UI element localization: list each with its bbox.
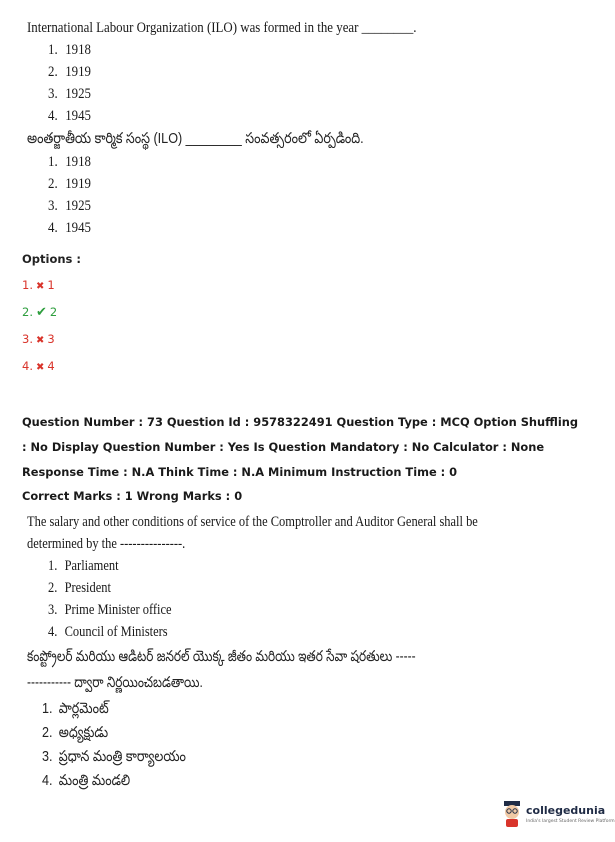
q72-en-option-1: 1. 1918 [48,42,91,58]
answer-option-1: 1. ✖ 1 [22,278,55,292]
q72-te-option-2: 2. 1919 [48,176,91,192]
q73-te-option-3: 3. ప్రధాన మంత్రి కార్యాలయం [42,748,186,765]
question-73-meta: Question Number : 73 Question Id : 9578322491 Question Type : MCQ Option Shuffling : No Display Question Number : Yes Is Question Mandatory : No Calculator : None Response Time : N.A Think Time : N.A Minimum Instruction Time : 0 [22,415,578,479]
q72-te-option-3: 3. 1925 [48,198,91,214]
wrong-mark-icon: ✖ [35,335,45,346]
q73-en-option-4: 4. Council of Ministers [48,624,168,640]
q73-en-option-2: 2. President [48,580,111,596]
question-73-english-line2: determined by the ---------------. [27,536,186,552]
wrong-mark-icon: ✖ [35,281,45,292]
wrong-mark-icon: ✖ [35,362,45,373]
q72-te-option-4: 4. 1945 [48,220,91,236]
question-73-telugu-line1: కంప్ట్రోలర్ మరియు ఆడిటర్ జనరల్ యొక్క జీతం మరియు ఇతర సేవా షరతులు ----- [27,648,416,665]
q73-te-option-2: 2. అధ్యక్షుడు [42,724,109,741]
question-72-telugu: అంతర్జాతీయ కార్మిక సంస్థ (ILO) ________ సంవత్సరంలో ఏర్పడింది. [27,130,364,147]
q72-te-option-1: 1. 1918 [48,154,91,170]
q72-en-option-3: 3. 1925 [48,86,91,102]
collegedunia-logo [500,800,615,830]
logo-name: collegedunia [526,804,606,817]
q73-en-option-1: 1. Parliament [48,558,119,574]
q72-en-option-4: 4. 1945 [48,108,91,124]
question-73-english-line1: The salary and other conditions of service of the Comptroller and Auditor General shall be [27,514,478,530]
mascot-icon [500,800,524,828]
q73-te-option-1: 1. పార్లమెంట్ [42,700,109,717]
q72-en-option-2: 2. 1919 [48,64,91,80]
logo-tagline: India's largest Student Review Platform [526,819,615,824]
check-mark-icon: ✔ [35,305,47,320]
q73-en-option-3: 3. Prime Minister office [48,602,172,618]
question-73-marks: Correct Marks : 1 Wrong Marks : 0 [22,489,243,503]
answer-option-3: 3. ✖ 3 [22,332,55,346]
answer-option-4: 4. ✖ 4 [22,359,55,373]
question-72-english: International Labour Organization (ILO) was formed in the year ________. [27,20,417,36]
options-title: Options : [22,252,81,266]
answer-option-2: 2. ✔ 2 [22,305,58,320]
question-73-telugu-line2: ----------- ద్వారా నిర్ణయించబడతాయి. [27,674,203,691]
q73-te-option-4: 4. మంత్రి మండలి [42,772,131,789]
